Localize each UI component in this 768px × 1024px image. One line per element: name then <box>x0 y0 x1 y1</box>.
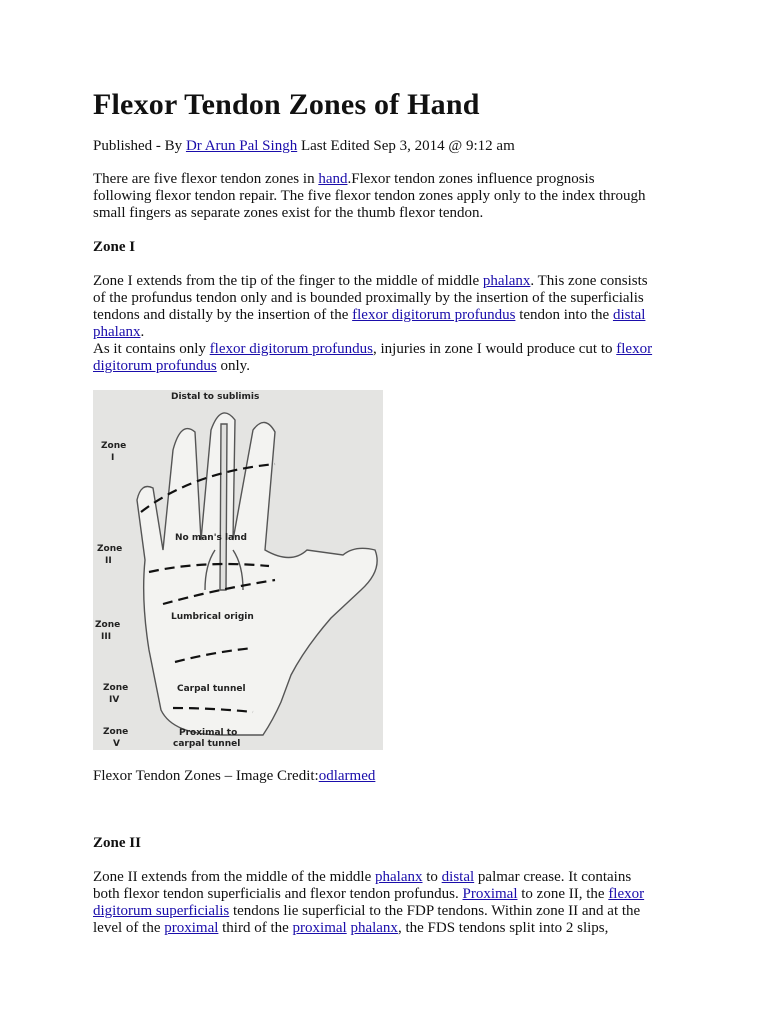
text-line: following flexor tendon repair. The five flexor tendon zones apply only to the index through <box>93 188 646 204</box>
text-run: palmar crease. It contains <box>474 869 632 885</box>
zone1-paragraph <box>93 273 671 375</box>
digitorum-superficialis-link[interactable]: digitorum superficialis <box>93 903 230 919</box>
text-run: . <box>140 324 145 340</box>
hand-link[interactable]: hand <box>318 171 348 187</box>
fdp-link[interactable]: flexor digitorum profundus <box>352 307 516 323</box>
text-run: tendons and distally by the insertion of the <box>93 307 353 323</box>
image-credit-link[interactable]: odlarmed <box>318 768 376 784</box>
label-proximal: Proximal to <box>179 728 238 738</box>
text-run: As it contains only <box>93 341 210 357</box>
text-run: tendon into the <box>515 307 613 323</box>
zone-label: Zone <box>97 544 123 554</box>
label-no-mans-land: No man's land <box>175 533 247 543</box>
hand-zones-illustration <box>93 390 383 750</box>
text-run: , injuries in zone I would produce cut to <box>372 341 617 357</box>
article-meta <box>93 138 515 155</box>
caption-text: Flexor Tendon Zones – Image Credit: <box>93 768 319 784</box>
figure-caption <box>93 768 375 785</box>
text-run: to <box>422 869 442 885</box>
zone-label: Zone <box>101 441 127 451</box>
label-carpal-tunnel-2: carpal tunnel <box>173 739 241 749</box>
page-title: Flexor Tendon Zones of Hand <box>93 88 480 121</box>
zone-label-num: III <box>101 632 112 642</box>
zone-label: Zone <box>103 683 129 693</box>
distal-link[interactable]: distal <box>441 869 475 885</box>
distal-link[interactable]: distal <box>612 307 646 323</box>
text-run: to zone II, the <box>517 886 609 902</box>
text-run: only. <box>216 358 250 374</box>
zone2-heading: Zone II <box>93 835 141 851</box>
text-run: Zone I extends from the tip of the finger to the middle of middle <box>93 273 483 289</box>
flexor-link[interactable]: flexor <box>616 341 653 357</box>
zone-label-num: V <box>113 739 120 749</box>
zone-label: Zone <box>95 620 121 630</box>
text-line: of the profundus tendon only and is bounded proximally by the insertion of the superficialis <box>93 290 644 306</box>
text-line: small fingers as separate zones exist for the thumb flexor tendon. <box>93 205 484 221</box>
text-run: tendons lie superficial to the FDP tendons. Within zone II and at the <box>229 903 641 919</box>
phalanx-link[interactable]: phalanx <box>350 920 398 936</box>
phalanx-link[interactable]: phalanx <box>375 869 423 885</box>
zone-label-num: I <box>111 453 115 463</box>
label-distal-to-sublimis: Distal to sublimis <box>171 392 260 402</box>
proximal-link[interactable]: proximal <box>292 920 347 936</box>
proximal-link[interactable]: Proximal <box>462 886 518 902</box>
digitorum-profundus-link[interactable]: digitorum profundus <box>93 358 217 374</box>
hand-zones-figure <box>93 390 383 750</box>
zone2-paragraph <box>93 869 671 937</box>
zone-label-num: IV <box>109 695 120 705</box>
phalanx-link[interactable]: phalanx <box>93 324 141 340</box>
fdp-link[interactable]: flexor digitorum profundus <box>209 341 373 357</box>
text-run: . This zone consists <box>530 273 648 289</box>
author-link[interactable]: Dr Arun Pal Singh <box>185 138 298 154</box>
meta-edited: Last Edited Sep 3, 2014 @ 9:12 am <box>297 138 515 154</box>
text-run: , the FDS tendons split into 2 slips, <box>397 920 609 936</box>
intro-paragraph <box>93 171 671 222</box>
meta-prefix: Published - By <box>93 138 186 154</box>
proximal-link[interactable]: proximal <box>164 920 219 936</box>
text-run: level of the <box>93 920 165 936</box>
text-run: both flexor tendon superficialis and flexor tendon profundus. <box>93 886 463 902</box>
zone-label-num: II <box>105 556 112 566</box>
phalanx-link[interactable]: phalanx <box>482 273 531 289</box>
label-lumbrical-origin: Lumbrical origin <box>171 612 254 622</box>
text-run: .Flexor tendon zones influence prognosis <box>347 171 595 187</box>
flexor-link[interactable]: flexor <box>608 886 645 902</box>
text-run: third of the <box>218 920 293 936</box>
label-carpal-tunnel: Carpal tunnel <box>177 684 246 694</box>
text-run: Zone II extends from the middle of the middle <box>93 869 376 885</box>
zone-label: Zone <box>103 727 129 737</box>
zone1-heading: Zone I <box>93 239 136 255</box>
text-run: There are five flexor tendon zones in <box>93 171 319 187</box>
